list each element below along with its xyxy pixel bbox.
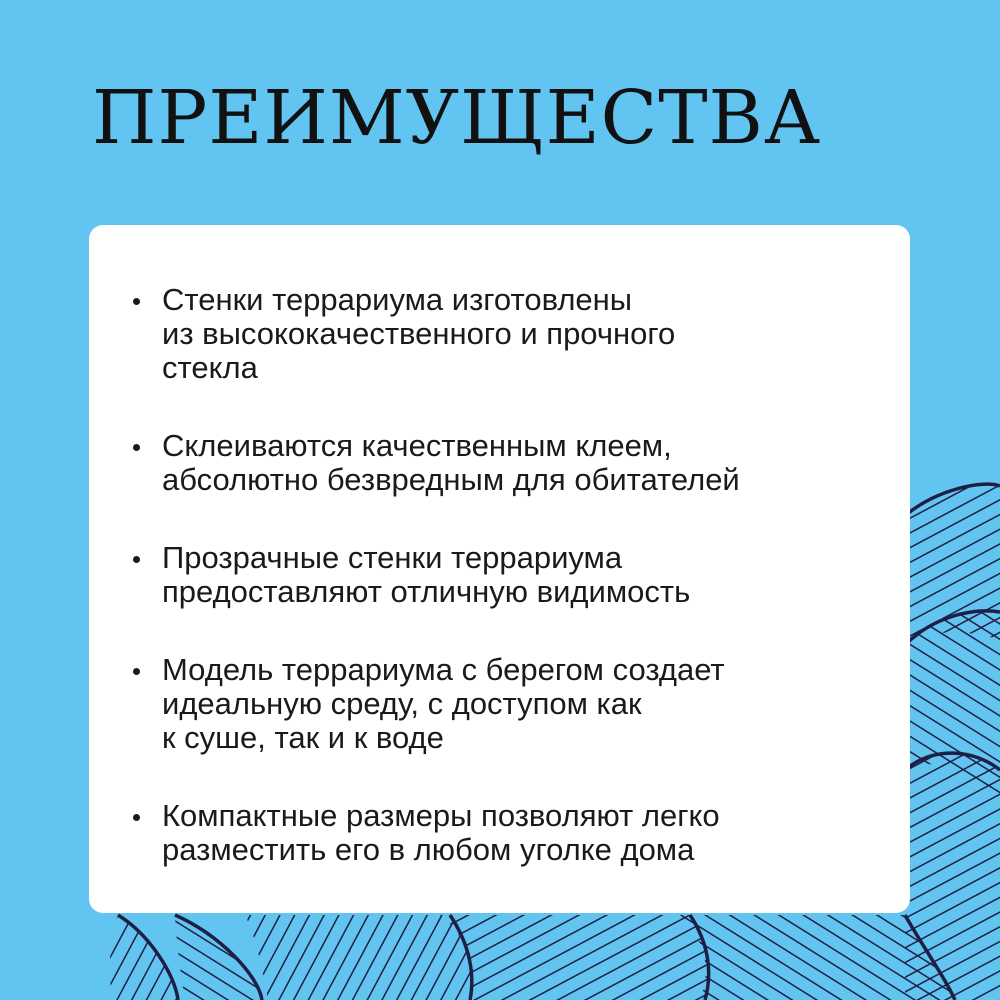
benefit-text-line: разместить его в любом уголке дома [162, 832, 695, 867]
benefit-text-line: Склеиваются качественным клеем, [162, 428, 672, 463]
benefit-text-line: Компактные размеры позволяют легко [162, 798, 720, 833]
benefit-text-line: Стенки террариума изготовлены [162, 282, 633, 317]
benefits-list [129, 283, 870, 867]
benefit-text-line: к суше, так и к воде [162, 720, 444, 755]
bullet-dot-icon [133, 668, 140, 675]
bullet-dot-icon [133, 444, 140, 451]
list-item [129, 283, 870, 385]
bullet-dot-icon [133, 814, 140, 821]
list-item [129, 429, 870, 497]
benefits-card [89, 225, 910, 913]
benefit-text-line: идеальную среду, с доступом как [162, 686, 642, 721]
list-item [129, 799, 870, 867]
benefit-text-line: Прозрачные стенки террариума [162, 540, 623, 575]
list-item [129, 541, 870, 609]
benefit-text-line: абсолютно безвредным для обитателей [162, 462, 740, 497]
benefit-text-line: Модель террариума с берегом создает [162, 652, 725, 687]
benefit-text-line: предоставляют отличную видимость [162, 574, 691, 609]
benefit-text-line: стекла [162, 350, 258, 385]
bullet-dot-icon [133, 298, 140, 305]
bullet-dot-icon [133, 556, 140, 563]
benefit-text-line: из высококачественного и прочного [162, 316, 676, 351]
list-item [129, 653, 870, 755]
page-title: ПРЕИМУЩЕСТВА [92, 75, 821, 161]
